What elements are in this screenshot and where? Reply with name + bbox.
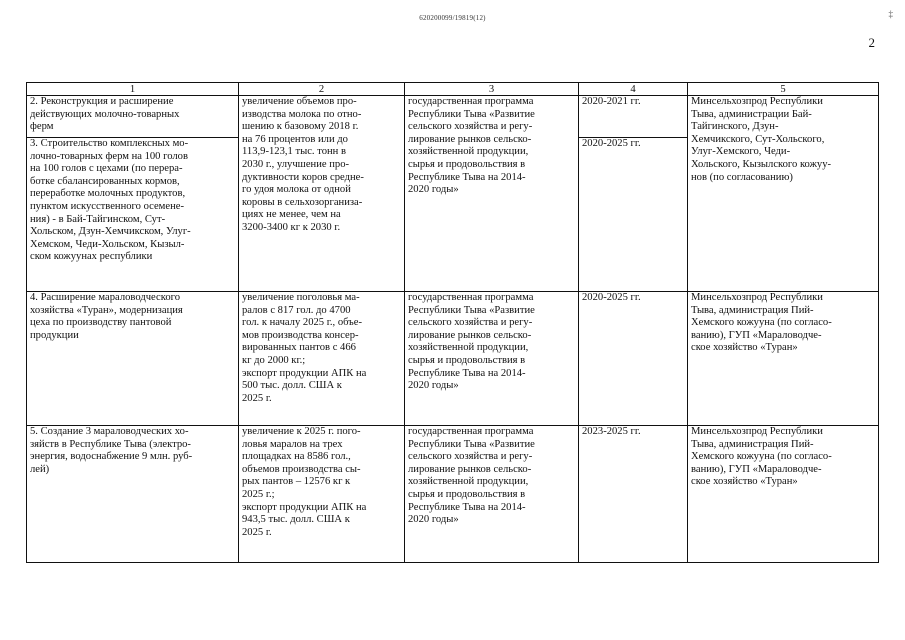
column-header: 4 (579, 83, 688, 96)
date-cell (579, 96, 688, 138)
responsible-cell (688, 426, 879, 563)
column-header: 3 (405, 83, 579, 96)
result-text: увеличение поголовья ма- ралов с 817 гол. до 4700 гол. к началу 2025 г., объе- мов производства консер- вированных пантов с 466 кг до 2000 кг.; экспорт продукции АПК на 500 тыс. долл. США к 2025 г. (242, 292, 367, 404)
measure-text: 4. Расширение мараловодческого хозяйства «Туран», модернизация цеха по производству пантовой продукции (30, 292, 183, 341)
table-row (27, 96, 879, 138)
measure-cell (27, 292, 239, 426)
date-text: 2020-2025 гг. (582, 138, 641, 149)
result-cell (239, 292, 405, 426)
table-row (27, 426, 879, 563)
column-header: 2 (239, 83, 405, 96)
program-text: государственная программа Республики Тыва «Развитие сельского хозяйства и регу- лирование рынков сельско- хозяйственной продукции, сырья и продовольствия в Республике Тыва на 2014- 2020 годы» (408, 292, 535, 392)
column-header: 1 (27, 83, 239, 96)
measure-text: 2. Реконструкция и расширение действующих молочно-товарных ферм (30, 96, 180, 133)
program-text: государственная программа Республики Тыва «Развитие сельского хозяйства и регу- лирование рынков сельско- хозяйственной продукции, сырья и продовольствия в Республике Тыва на 2014- 2020 годы» (408, 96, 535, 196)
result-cell (239, 426, 405, 563)
responsible-cell (688, 96, 879, 292)
measure-text: 5. Создание 3 мараловодческих хо- зяйств в Республике Тыва (электро- энергия, водоснабжение 9 млн. руб- лей) (30, 426, 193, 475)
date-cell (579, 138, 688, 292)
responsible-cell (688, 292, 879, 426)
responsible-text: Минсельхозпрод Республики Тыва, администрация Пий- Хемского кожууна (по согласо- ванию), ГУП «Мараловодче- ское хозяйство «Туран» (691, 292, 832, 354)
measure-text: 3. Строительство комплексных мо- лочно-товарных ферм на 100 голов на 100 голов с цехами (по перера- ботке сбалансированных кормов, переработке молочных продуктов, пунктом искусственного осемене- ния) - в Бай-Тайгинском, Сут- Хольском, Дзун-Хемчикском, Улуг- Хемском, Чеди-Хольском, Кызыл- ском кожуунах республики (30, 138, 191, 263)
date-text: 2020-2021 гг. (582, 96, 641, 107)
corner-mark: ‡ (888, 9, 893, 19)
measures-table (26, 82, 879, 563)
responsible-text: Минсельхозпрод Республики Тыва, администрации Бай- Тайгинского, Дзун- Хемчикского, Сут-Хольского, Улуг-Хемского, Чеди- Хольского, Кызылского кожуу- нов (по согласованию) (691, 96, 832, 183)
date-cell (579, 292, 688, 426)
date-cell (579, 426, 688, 563)
result-text: увеличение объемов про- изводства молока по отно- шению к базовому 2018 г. на 76 процентов или до 113,9-123,1 тыс. тонн в 2030 г., улучшение про- дуктивности коров средне- го удоя молока от одной коровы в сельхозорганиза- циях не менее, чем на 3200-3400 кг к 2030 г. (242, 96, 364, 233)
measure-cell (27, 96, 239, 138)
page-number: 2 (868, 35, 875, 50)
document-code: 620200099/19819(12) (419, 14, 486, 22)
program-cell (405, 96, 579, 292)
result-text: увеличение к 2025 г. пого- ловья маралов на трех площадках на 8586 гол., объемов производства сы- рых пантов – 12576 кг к 2025 г.; экспорт продукции АПК на 943,5 тыс. долл. США к 2025 г. (242, 426, 367, 538)
table-row (27, 292, 879, 426)
program-text: государственная программа Республики Тыва «Развитие сельского хозяйства и регу- лирование рынков сельско- хозяйственной продукции, сырья и продовольствия в Республике Тыва на 2014- 2020 годы» (408, 426, 535, 526)
column-header: 5 (688, 83, 879, 96)
measure-cell (27, 426, 239, 563)
result-cell (239, 96, 405, 292)
responsible-text: Минсельхозпрод Республики Тыва, администрация Пий- Хемского кожууна (по согласо- ванию), ГУП «Мараловодче- ское хозяйство «Туран» (691, 426, 832, 488)
date-text: 2023-2025 гг. (582, 426, 641, 437)
date-text: 2020-2025 гг. (582, 292, 641, 303)
measure-cell (27, 138, 239, 292)
program-cell (405, 426, 579, 563)
table-header-row (27, 83, 879, 96)
program-cell (405, 292, 579, 426)
